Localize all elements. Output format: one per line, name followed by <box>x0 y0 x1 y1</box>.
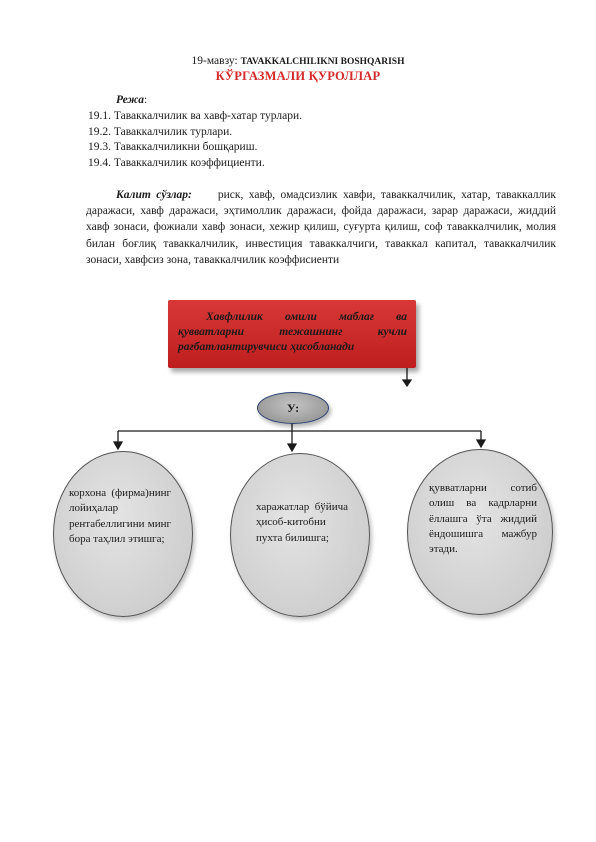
plan-item: 19.2. Таваккалчилик турлари. <box>88 125 233 138</box>
topic-number: 19-мавзу: <box>191 55 241 67</box>
arrow-head <box>114 442 122 449</box>
keywords-text: риск, хавф, омадсизлик хавфи, таваккалчилик, хатар, таваккаллик даражаси, хавф даражаси, эҳтимоллик даражаси, фойда даражаси, зарар даражаси, жиддий хавф зонаси, фожиали хавф зонаси, хежир қилиш, суғурта қилиш, соф таваккалчилик, молия билан боғлиқ таваккалчилик, инвестиция таваккалчиги, таваккал капитал, таваккалчилик зонаси, хавфсиз зона, таваккалчилик коэффисиенти <box>86 189 556 266</box>
outcome-text-2: харажатлар бўйича ҳисоб-китобни пухта билишга; <box>256 501 348 544</box>
connector-pill: У: <box>257 392 329 424</box>
main-statement-text: Хавфлилик омили маблағ ва қувватларни тежашнинг кучли рағбатлантирувчиси ҳисобланади <box>178 311 407 353</box>
topic-name: TAVAKKALCHILIKNI BOSHQARISH <box>240 57 405 67</box>
plan-title-suffix: : <box>143 94 148 106</box>
outcome-text-3: қувватларни сотиб олиш ва кадрларни ёллашга ўта жиддий ёндошишга мажбур этади. <box>429 482 537 556</box>
outcome-text-1: корхона (фирма)нинг лойиҳалар рентабеллигини минг бора таҳлил этишга; <box>69 487 171 545</box>
main-statement-box <box>168 300 416 368</box>
arrow-head <box>477 440 485 447</box>
keywords-label: Калит сўзлар: <box>116 189 192 201</box>
section-subtitle: КЎРГАЗМАЛИ ҚУРОЛЛАР <box>215 69 381 83</box>
plan-item: 19.4. Таваккалчилик коэффициенти. <box>88 156 265 169</box>
plan-item: 19.3. Таваккалчиликни бошқариш. <box>88 141 258 154</box>
plan-title-label: Режа <box>116 94 144 106</box>
arrow-head <box>403 380 411 386</box>
plan-item: 19.1. Таваккалчилик ва хавф-хатар турлари. <box>88 110 303 122</box>
arrow-head <box>288 444 296 451</box>
